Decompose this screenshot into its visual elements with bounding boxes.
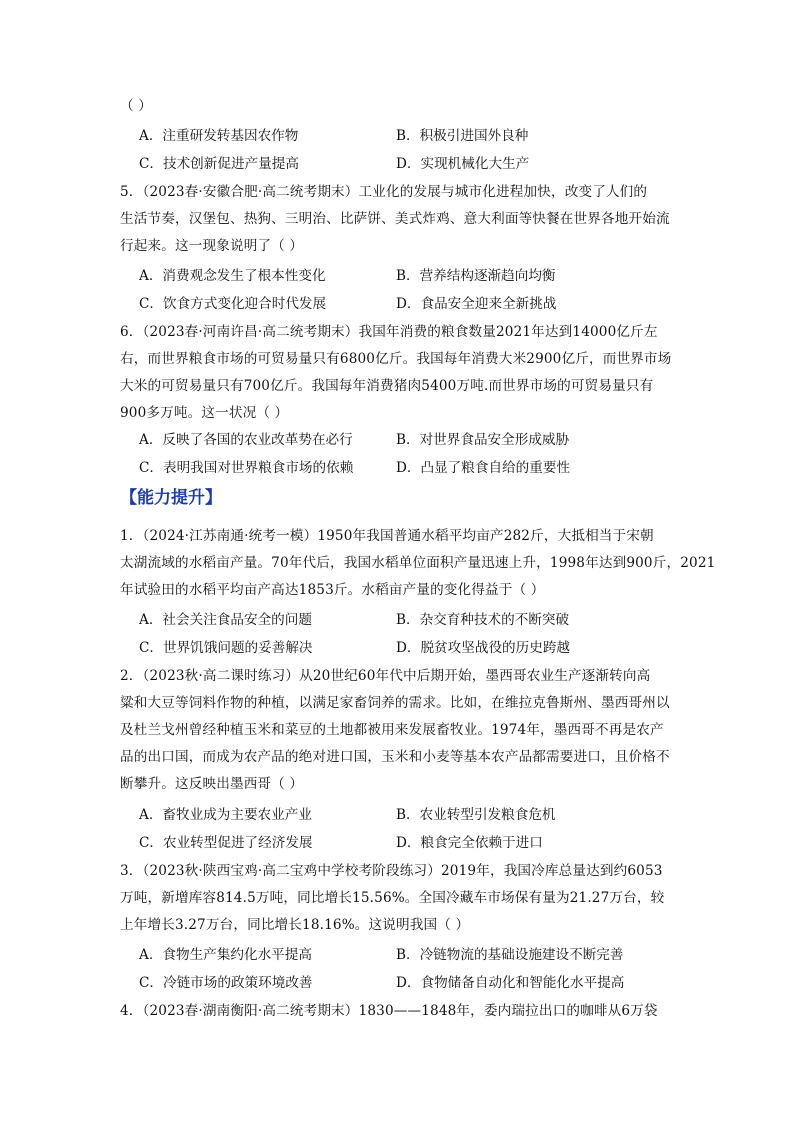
r1-stem-line-1: 1．（2024·江苏南通·统考一模）1950年我国普通水稻平均亩产282斤，大抵相当于宋朝 — [120, 528, 654, 544]
q5-option-c: C．饮食方式变化迎合时代发展 — [139, 296, 327, 312]
r3-option-c: C．冷链市场的政策环境改善 — [139, 975, 313, 991]
r3-option-d: D．食物储备自动化和智能化水平提高 — [396, 975, 625, 991]
r2-option-d: D．粮食完全依赖于进口 — [396, 835, 543, 851]
r2-stem-line-3: 及杜兰戈州曾经种植玉米和菜豆的土地都被用来发展畜牧业。1974年，墨西哥不再是农产 — [120, 722, 664, 738]
r2-option-c: C．农业转型促进了经济发展 — [139, 835, 313, 851]
section-heading: 【能力提升】 — [120, 488, 222, 508]
prev-option-c: C．技术创新促进产量提高 — [139, 156, 299, 172]
q5-option-d: D．食品安全迎来全新挑战 — [396, 296, 557, 312]
r3-stem-line-2: 万吨，新增库容814.5万吨，同比增长15.56%。全国冷藏车市场保有量为21.27万台，较 — [120, 890, 665, 906]
q6-stem-line-2: 右，而世界粮食市场的可贸易量只有6800亿斤。我国每年消费大米2900亿斤，而世界市场 — [120, 351, 672, 367]
r2-stem-line-4: 品的出口国，而成为农产品的绝对进口国，玉米和小麦等基本农产品都需要进口，且价格不 — [120, 749, 670, 765]
prev-option-b: B．积极引进国外良种 — [396, 128, 529, 144]
q6-option-d: D．凸显了粮食自给的重要性 — [396, 460, 571, 476]
r1-option-b: B．杂交育种技术的不断突破 — [396, 612, 570, 628]
q6-option-b: B．对世界食品安全形成威胁 — [396, 432, 570, 448]
q5-stem-line-2: 生活节奏，汉堡包、热狗、三明治、比萨饼、美式炸鸡、意大利面等快餐在世界各地开始流 — [120, 211, 670, 227]
q6-stem-line-1: 6．（2023春·河南许昌·高二统考期末）我国年消费的粮食数量2021年达到14000亿斤左 — [120, 324, 658, 340]
prev-option-d: D．实现机械化大生产 — [396, 156, 530, 172]
q5-option-a: A．消费观念发生了根本性变化 — [139, 268, 326, 284]
prev-question-blank: （ ） — [120, 98, 152, 114]
r3-stem-line-1: 3．（2023秋·陕西宝鸡·高二宝鸡中学校考阶段练习）2019年，我国冷库总量达到约6053 — [120, 863, 663, 879]
r3-option-a: A．食物生产集约化水平提高 — [139, 947, 312, 963]
r2-option-a: A．畜牧业成为主要农业产业 — [139, 807, 312, 823]
r3-stem-line-3: 上年增长3.27万台，同比增长18.16%。这说明我国（ ） — [120, 917, 470, 933]
q5-option-b: B．营养结构逐渐趋向均衡 — [396, 268, 556, 284]
r1-stem-line-2: 太湖流域的水稻亩产量。70年代后，我国水稻单位面积产量迅速上升，1998年达到900斤，2021 — [120, 555, 716, 571]
r1-option-c: C．世界饥饿问题的妥善解决 — [139, 640, 313, 656]
prev-option-a: A．注重研发转基因农作物 — [139, 128, 299, 144]
r1-option-d: D．脱贫攻坚战役的历史跨越 — [396, 640, 571, 656]
q6-stem-line-4: 900多万吨。这一状况（ ） — [120, 405, 289, 421]
q5-stem-line-3: 行起来。这一现象说明了（ ） — [120, 238, 304, 254]
r2-stem-line-5: 断攀升。这反映出墨西哥（ ） — [120, 776, 304, 792]
q6-option-a: A．反映了各国的农业改革势在必行 — [139, 432, 353, 448]
r1-option-a: A．社会关注食品安全的问题 — [139, 612, 312, 628]
r2-stem-line-2: 粱和大豆等饲料作物的种植，以满足家畜饲养的需求。比如，在维拉克鲁斯州、墨西哥州以 — [120, 695, 670, 711]
r2-stem-line-1: 2．（2023秋·高二课时练习）从20世纪60年代中后期开始，墨西哥农业生产逐渐转向高 — [120, 668, 651, 684]
r1-stem-line-3: 年试验田的水稻平均亩产高达1853斤。水稻亩产量的变化得益于（ ） — [120, 582, 545, 598]
q6-option-c: C．表明我国对世界粮食市场的依赖 — [139, 460, 354, 476]
q5-stem-line-1: 5．（2023春·安徽合肥·高二统考期末）工业化的发展与城市化进程加快，改变了人们的 — [120, 184, 648, 200]
r3-option-b: B．冷链物流的基础设施建设不断完善 — [396, 947, 624, 963]
r2-option-b: B．农业转型引发粮食危机 — [396, 807, 556, 823]
r4-stem-line-1: 4．（2023春·湖南衡阳·高二统考期末）1830——1848年，委内瑞拉出口的咖啡从6万袋 — [120, 1003, 658, 1019]
q6-stem-line-3: 大米的可贸易量只有700亿斤。我国每年消费猪肉5400万吨.而世界市场的可贸易量只有 — [120, 378, 654, 394]
